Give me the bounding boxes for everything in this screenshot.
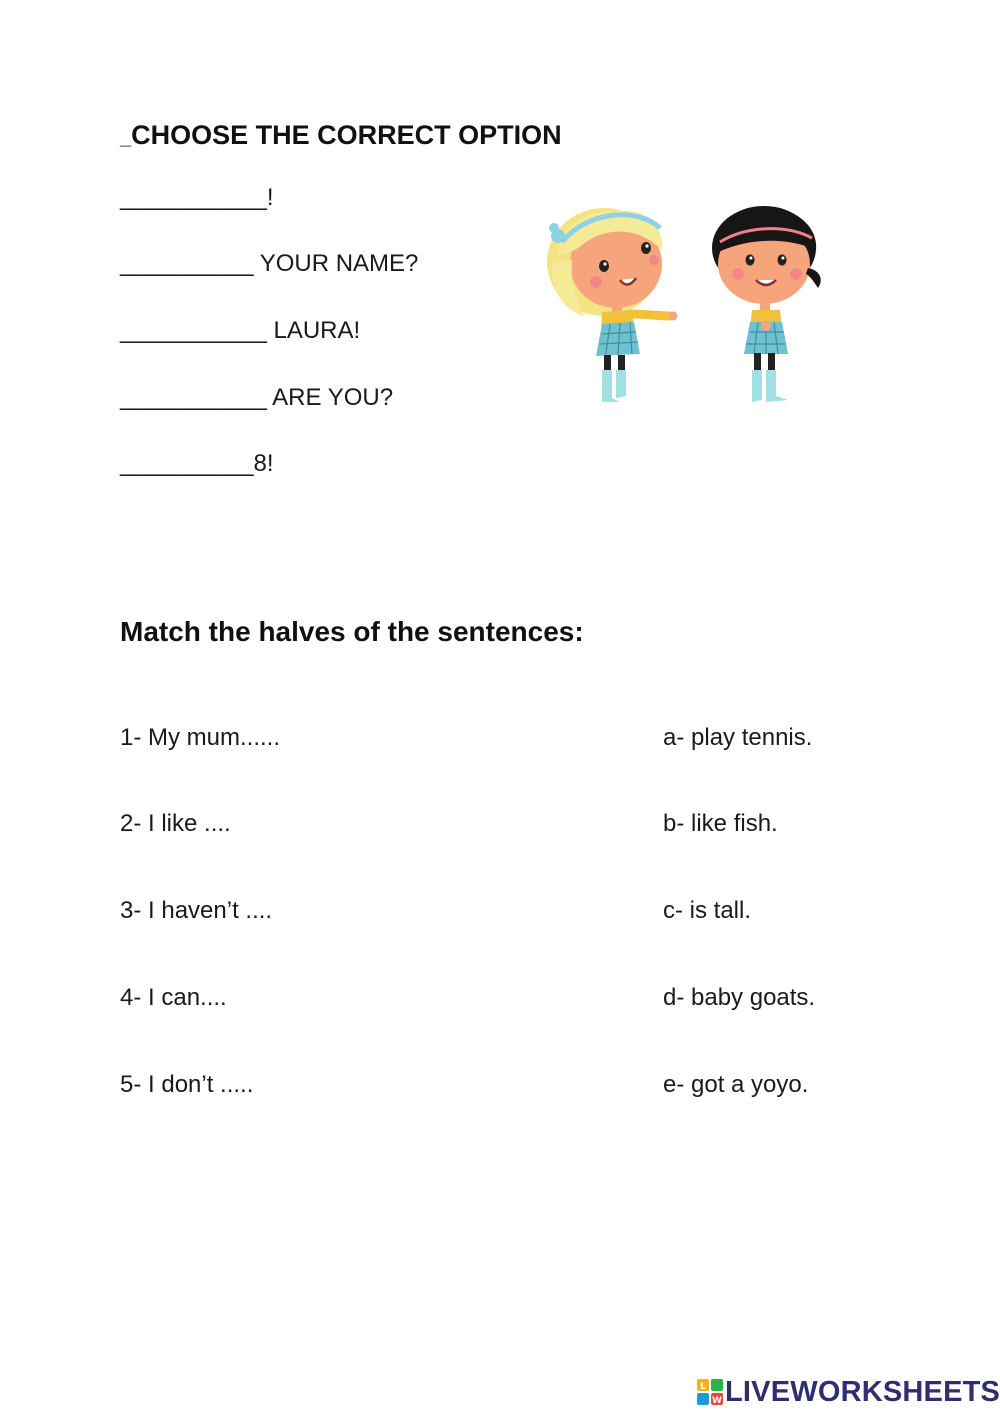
fill-line-3: ___________ LAURA! [120, 317, 361, 344]
fill-line-5: __________8! [120, 450, 274, 477]
title-text: CHOOSE THE CORRECT OPTION [131, 120, 562, 150]
match-right-e: e- got a yoyo. [663, 1071, 809, 1098]
match-left-3: 3- I haven’t .... [120, 897, 273, 924]
match-left-1: 1- My mum...... [120, 724, 281, 751]
match-right-a: a- play tennis. [663, 724, 813, 751]
liveworksheets-logo-icon [697, 1379, 723, 1405]
match-left-4: 4- I can.... [120, 984, 227, 1011]
section-title-match: Match the halves of the sentences: [120, 616, 584, 647]
blonde-girl-figure [547, 208, 678, 402]
liveworksheets-brand [697, 1374, 1000, 1410]
match-left-2: 2- I like .... [120, 810, 231, 837]
fill-line-2: __________ YOUR NAME? [120, 250, 419, 277]
fill-line-4: ___________ ARE YOU? [120, 384, 394, 411]
two-girls-illustration [540, 198, 840, 413]
dark-haired-girl-figure [712, 206, 821, 402]
match-left-5: 5- I don’t ..... [120, 1071, 254, 1098]
match-right-b: b- like fish. [663, 810, 778, 837]
match-right-c: c- is tall. [663, 897, 752, 924]
fill-line-1: ___________! [120, 184, 274, 211]
section-title-choose [120, 120, 562, 151]
logo-letter-l: L [700, 1382, 706, 1392]
title-underscore: _ [120, 127, 132, 149]
brand-name: LIVEWORKSHEETS [725, 1375, 1000, 1408]
match-right-d: d- baby goats. [663, 984, 816, 1011]
logo-letter-w: W [712, 1396, 722, 1405]
